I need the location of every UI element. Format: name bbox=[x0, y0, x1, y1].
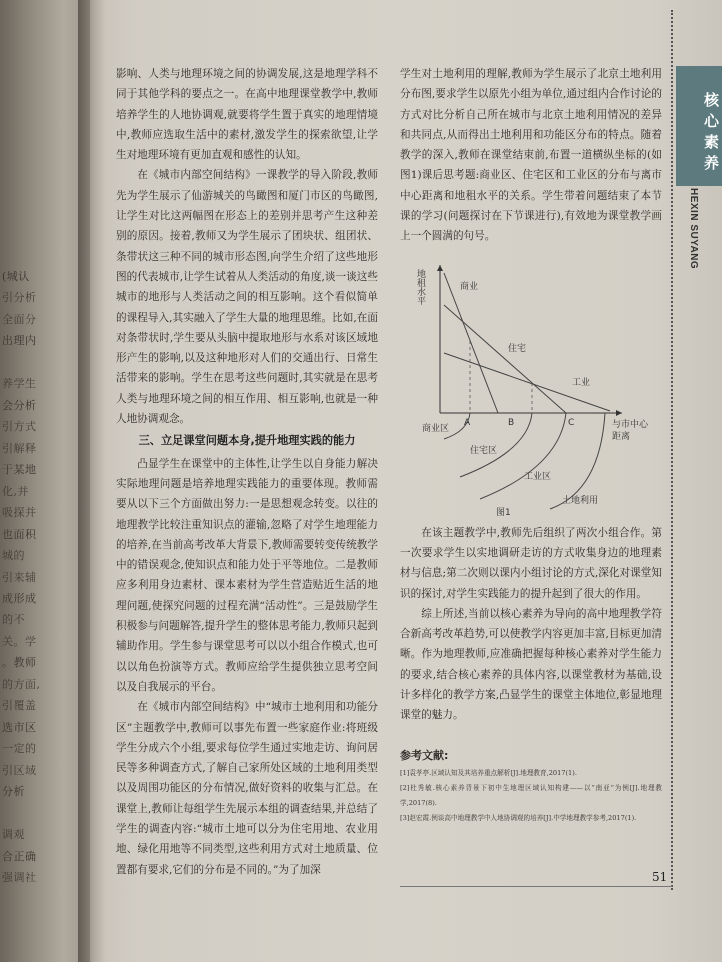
residential-zone-arc bbox=[460, 413, 532, 477]
figure-caption: 图1 bbox=[496, 507, 511, 518]
left-page-fragment: 引方式 bbox=[2, 420, 37, 433]
industrial-zone-arc bbox=[480, 413, 566, 499]
references-title: 参考文献: bbox=[400, 748, 449, 762]
dotted-divider bbox=[671, 10, 673, 890]
y-axis-label: 地租水平 bbox=[415, 268, 425, 305]
left-page-fragment: 分析 bbox=[2, 785, 25, 798]
reference-item: [1]袁孝亭.区域认知及其培养重点解析[J].地理教育,2017(1). bbox=[400, 768, 577, 777]
section-heading: 三、立足课堂问题本身,提升地理实践的能力 bbox=[138, 434, 356, 448]
reference-item: [2]杜秀敏.核心素养背景下初中生地理区域认知构建——以“南亚”为例[J].地理教学,2017(8). bbox=[400, 783, 662, 807]
left-page-fragment: 关。学 bbox=[2, 635, 37, 648]
left-page-fragment: 引解释 bbox=[2, 442, 37, 455]
paragraph: 学生对土地利用的理解,教师为学生展示了北京土地利用分布图,要求学生以原先小组为单位,通过组内合作讨论的方式对比分析自己所在城市与北京土地利用情况的差异和共同点,从而得出土地利用和功能区分布的特点。随着教学的深入,教师在课堂结束前,布置一道横纵坐标的(如图1)课后思考题:商业区、住宅区和工业区的分布与离市中心距离和地租水平的关系。学生带着问题结束了本节课的学习(问题探讨在下节课进行),有效地为课堂教学画上一个圆满的句号。 bbox=[400, 68, 662, 243]
side-tab-title: 核心素养 bbox=[702, 92, 720, 176]
left-page-fragment: 成形成 bbox=[2, 592, 37, 605]
left-page-fragment: 吸探并 bbox=[2, 506, 37, 519]
left-page-fragment: 于某地 bbox=[2, 463, 37, 476]
figure-1 bbox=[400, 253, 662, 521]
left-page-fragment: (城认 bbox=[2, 270, 30, 283]
left-page-edge bbox=[0, 0, 90, 962]
left-column bbox=[116, 64, 378, 880]
left-page-fragment: 调观 bbox=[2, 828, 25, 841]
left-page-fragment: 养学生 bbox=[2, 377, 37, 390]
left-page-fragment: 也面积 bbox=[2, 528, 37, 541]
left-page-fragment: 一定的 bbox=[2, 742, 37, 755]
industrial-label: 工业 bbox=[572, 377, 591, 388]
x-axis-label-line1: 与市中心 bbox=[612, 419, 649, 430]
left-page-fragment: 出理内 bbox=[2, 334, 37, 347]
right-column bbox=[400, 64, 662, 826]
page-number: 51 bbox=[652, 870, 668, 884]
left-page-fragment: 。教师 bbox=[2, 656, 37, 669]
left-page-fragment: 引来辅 bbox=[2, 571, 37, 584]
residential-label: 住宅 bbox=[508, 343, 527, 354]
industrial-zone-label: 工业区 bbox=[524, 471, 552, 482]
paragraph: 在该主题教学中,教师先后组织了两次小组合作。第一次要求学生以实地调研走访的方式收集身边的地理素材与信息;第二次则以课内小组讨论的方式,深化对课堂知识的探讨,对学生实践能力的提升起到了很大的作用。 bbox=[400, 526, 662, 600]
left-page-fragment: 城的 bbox=[2, 549, 25, 562]
left-page-fragment: 引分析 bbox=[2, 291, 37, 304]
x-axis-label-line2: 距离 bbox=[612, 431, 631, 442]
left-page-fragment: 化,并 bbox=[2, 485, 29, 498]
paragraph: 综上所述,当前以核心素养为导向的高中地理教学符合新高考改革趋势,可以使教学内容更加丰富,目标更加清晰。作为地理教师,应准确把握每种核心素养对学生能力的要求,结合核心素养的具体内容,以课堂教材为基础,设计多样化的教学方案,凸显学生的课堂主体地位,彰显地理课堂的魅力。 bbox=[400, 607, 662, 722]
paragraph: 在《城市内部空间结构》中“城市土地利用和功能分区”主题教学中,教师可以事先布置一些家庭作业:将班级学生分成六个小组,要求每位学生通过实地走访、询问居民等多种调查方式,了解自己家所处区域的土地利用类型以及周围功能区的分布情况,做好资料的收集与汇总。在课堂上,教师让每组学生先展示本组的调查结果,并总结了学生的调查内容:“城市土地可以分为住宅用地、农业用地、绿化用地等不同类型,这些利用方式对土地质量、位置都有要求,它们的分布是不同的。”为了加深 bbox=[116, 701, 378, 876]
left-page-fragment: 引覆盖 bbox=[2, 699, 37, 712]
footer-rule bbox=[400, 886, 672, 887]
commercial-rent-line bbox=[444, 273, 498, 413]
left-page-fragment: 会分析 bbox=[2, 399, 37, 412]
point-b-label: B bbox=[508, 417, 515, 428]
book-gutter-shadow bbox=[78, 0, 106, 962]
left-page-fragment: 全面分 bbox=[2, 313, 37, 326]
side-tab-pinyin: HEXIN SUYANG bbox=[688, 188, 699, 270]
land-use-label: 土地利用 bbox=[562, 495, 599, 506]
left-page-fragment: 强调社 bbox=[2, 871, 37, 884]
residential-zone-label: 住宅区 bbox=[470, 445, 498, 456]
point-c-label: C bbox=[568, 417, 575, 428]
left-page-fragment: 引区域 bbox=[2, 764, 37, 777]
commercial-zone-label: 商业区 bbox=[422, 423, 450, 434]
left-page-fragment: 的不 bbox=[2, 613, 25, 626]
commercial-label: 商业 bbox=[460, 281, 479, 292]
paragraph: 在《城市内部空间结构》一课教学的导入阶段,教师先为学生展示了仙游城关的鸟瞰图和厦门市区的鸟瞰图,让学生对比这两幅图在形态上的差别并思考产生这种差别的原因。接着,教师又为学生展示了团块状、组团状、条带状这三种不同的城市形态图,向学生介绍了这些地形图的代表城市,让学生试着从人类活动的角度,谈一谈这些城市的地形与人类活动之间的相互影响。这个看似简单的课程导入,其实融入了学生大量的地理思维。比如,在面对条带状时,学生要从头脑中提取地形与水系对该区域地形产生的影响,以及这种地形对人们的交通出行、日常生活带来的影响。学生在思考这些问题时,其实就是在思考人类与地理环境之间的相互作用、相互影响,也就是一种人地协调观念。 bbox=[116, 169, 378, 426]
land-rent-diagram bbox=[400, 253, 662, 521]
reference-item: [3]赵宏霞.例谈高中地理教学中人地协调观的培养[J].中学地理教学参考,2017(1). bbox=[400, 813, 637, 822]
point-a-label: A bbox=[464, 417, 471, 428]
paragraph: 影响、人类与地理环境之间的协调发展,这是地理学科不同于其他学科的要点之一。在高中地理课堂教学中,教师培养学生的人地协调观,就要将学生置于真实的地理情境中,教师应选取生活中的素材,激发学生的探索欲望,让学生对地理环境有更加直观和感性的认知。 bbox=[116, 68, 378, 162]
left-page-fragment: 选市区 bbox=[2, 721, 37, 734]
left-page-fragment: 的方面, bbox=[2, 678, 41, 691]
outer-arc bbox=[550, 413, 605, 509]
left-page-fragment: 合正确 bbox=[2, 850, 37, 863]
paragraph: 凸显学生在课堂中的主体性,让学生以自身能力解决实际地理问题是培养地理实践能力的重要体现。教师需要从以下三个方面做出努力:一是思想观念转变。以往的地理教学比较注重知识点的灌输,忽略了对学生地理能力的培养,在当前高考改革大背景下,教师需要转变传统教学中的错误观念,使知识点和能力处于平等地位。二是教师应多利用身边素材、课本素材为学生营造贴近生活的地理问题,使探究问题的过程充满“活动性”。三是鼓励学生积极参与问题解答,提升学生的整体思考能力,教师只起到辅助作用。学生参与课堂思考可以以小组合作模式,也可以以角色扮演等方式。教师应给学生提供独立思考空间以及自我展示的平台。 bbox=[116, 457, 378, 693]
